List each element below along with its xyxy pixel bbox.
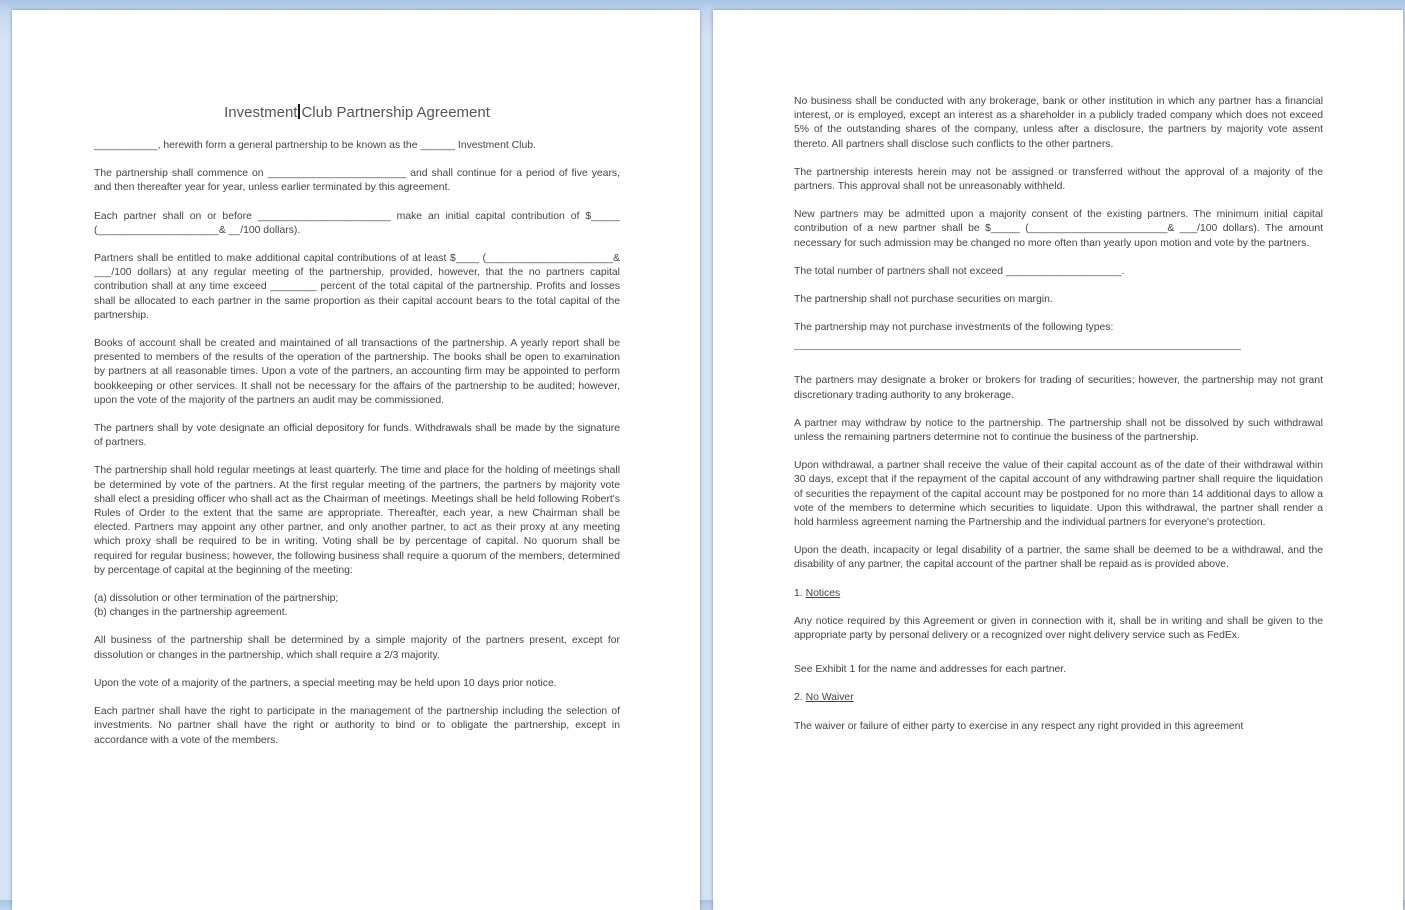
section-number: 2. xyxy=(794,692,803,704)
paragraph: The waiver or failure of either party to exercise in any respect any right provided in this agreement xyxy=(794,720,1244,732)
blank-line xyxy=(794,349,1241,350)
paragraph: The partnership may not purchase investments of the following types: xyxy=(794,322,1114,334)
paragraph: Books of account shall be created and maintained of all transactions of the partnership. A yearly report shall be presented to members of the results of the operation of the partnership. The books shall be open to examination by partners at all reasonable times. Upon a vote of the partners, an accounting firm may be appointed to perform bookkeeping or other services. It shall not be necessary for the affairs of the partnership to be audited; however, upon the vote of the majority of the partners an audit may be commissioned. xyxy=(94,338,620,406)
quorum-list xyxy=(94,592,620,620)
paragraph: The partnership shall commence on ________________________ and shall continue for a period of five years, and then thereafter year for year, unless earlier terminated by this agreement. xyxy=(94,168,620,194)
paragraph: Upon withdrawal, a partner shall receive the value of their capital account as of the date of their withdrawal within 30 days, except that if the repayment of the capital account of any withdrawing partner shall require the liquidation of securities the repayment of the capital account may be postponed for no more than 14 additional days to allow a vote of the members to determine which securities to liquidate. Upon this withdrawal, the partner shall render a hold harmless agreement naming the Partnership and the individual partners for everyone's protection. xyxy=(794,460,1323,529)
no-waiver-heading xyxy=(794,691,1323,705)
paragraph: Each partner shall have the right to participate in the management of the partnership including the selection of investments. No partner shall have the right or authority to bind or to obligate the partnership, except in accordance with a vote of the members. xyxy=(94,706,620,746)
paragraph: New partners may be admitted upon a majority consent of the existing partners. The minimum initial capital contribution of a new partner shall be $_____ (________________________& ___/100 dollars). The amount necessary for such admission may be changed no more often than yearly upon motion and vote by the partners. xyxy=(794,209,1323,249)
paragraph: The partnership interests herein may not be assigned or transferred without the approval of a majority of the partners. This approval shall not be unreasonably withheld. xyxy=(794,166,1323,193)
section-heading: No Waiver xyxy=(805,692,854,704)
paragraph: The total number of partners shall not exceed ____________________. xyxy=(794,265,1125,277)
title-text-part: Club Partnership Agreement xyxy=(301,104,490,121)
paragraph: Any notice required by this Agreement or given in connection with it, shall be in writing and shall be given to the appropriate party by personal delivery or a recognized over night delivery service such as FedEx. xyxy=(794,615,1323,642)
list-item: (b) changes in the partnership agreement. xyxy=(94,607,288,619)
section-number: 1. xyxy=(794,587,803,599)
paragraph: ___________, herewith form a general partnership to be known as the ______ Investment Club. xyxy=(94,140,536,151)
document-title xyxy=(94,104,620,122)
document-page-left[interactable] xyxy=(12,10,700,910)
list-item: (a) dissolution or other termination of the partnership; xyxy=(94,593,339,605)
paragraph: Upon the vote of a majority of the partners, a special meeting may be held upon 10 days prior notice. xyxy=(94,677,557,689)
document-page-right[interactable] xyxy=(713,10,1403,910)
notices-heading xyxy=(794,587,1323,601)
paragraph: Upon the death, incapacity or legal disability of a partner, the same shall be deemed to be a withdrawal, and the disability of any partner, the capital account of the partner shall be repaid as is provided above. xyxy=(794,545,1323,571)
paragraph: A partner may withdraw by notice to the partnership. The partnership shall not be dissolved by such withdrawal unless the remaining partners determine not to continue the business of the partnership. xyxy=(794,417,1323,444)
paragraph: The partnership shall not purchase securities on margin. xyxy=(794,294,1053,306)
paragraph: The partners shall by vote designate an official depository for funds. Withdrawals shall be made by the signature of partners. xyxy=(94,423,620,449)
paragraph: The partners may designate a broker or brokers for trading of securities; however, the partnership may not grant discretionary trading authority to any brokerage. xyxy=(794,375,1323,401)
title-text-part: Investment xyxy=(224,104,298,121)
paragraph: Each partner shall on or before _______________________ make an initial capital contribution of $_____ (_____________________& __/100 dollars). xyxy=(94,210,620,236)
paragraph: Partners shall be entitled to make additional capital contributions of at least $____ (______________________& ___/100 dollars) at any regular meeting of the partnership, provided, however, that the no partners capital contribution shall at any time exceed ________ percent of the total capital of the partnership. Profits and losses shall be allocated to each partner in the same proportion as their capital account bears to the total capital of the partnership. xyxy=(94,253,620,321)
paragraph: All business of the partnership shall be determined by a simple majority of the partners present, except for dissolution or changes in the partnership, which shall require a 2/3 majority. xyxy=(94,635,620,661)
section-heading: Notices xyxy=(805,587,841,599)
paragraph: The partnership shall hold regular meetings at least quarterly. The time and place for the holding of meetings shall be determined by vote of the partners. At the first regular meeting of the partners, the partners by majority vote shall elect a presiding officer who shall act as the Chairman of meetings. Meetings shall be held following Robert's Rules of Order to the extent that the same are appropriate. Thereafter, each year, a new Chairman shall be elected. Partners may appoint any other partner, and only another partner, to act as their proxy at any meeting which proxy shall be required to be in writing. Voting shall be by percentage of capital. No quorum shall be required for regular business; however, the following business shall require a quorum of the members, determined by percentage of capital at the beginning of the meeting: xyxy=(94,465,620,576)
paragraph: No business shall be conducted with any brokerage, bank or other institution in which any partner has a financial interest, or is employed, except an interest as a shareholder in a publicly traded company which does not exceed 5% of the outstanding shares of the company, unless after a disclosure, the partners by majority vote assent thereto. All partners shall disclose such conflicts to the other partners. xyxy=(794,96,1323,150)
paragraph: See Exhibit 1 for the name and addresses for each partner. xyxy=(794,664,1067,676)
